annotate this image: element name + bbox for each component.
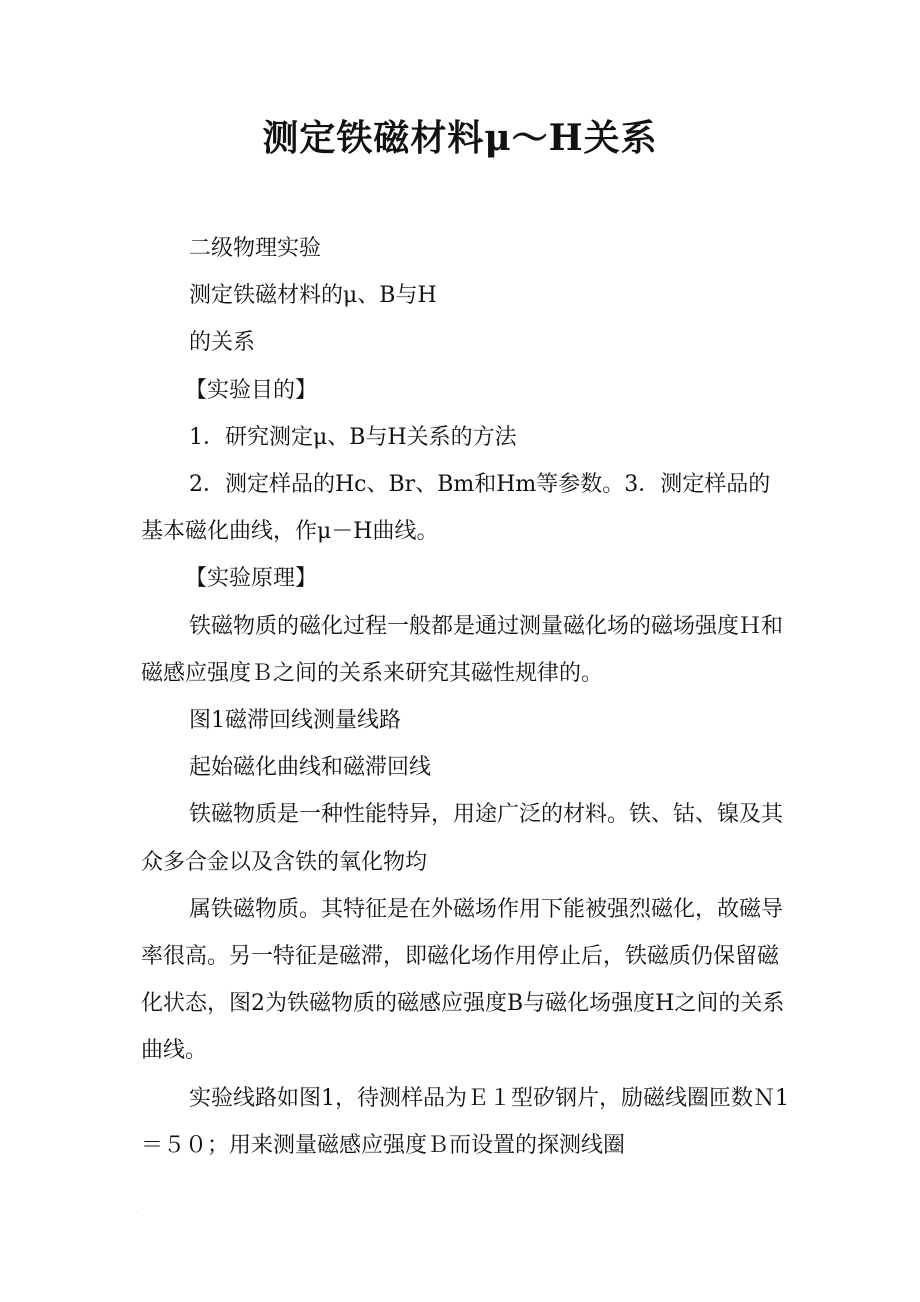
document-body [141, 225, 791, 1169]
paragraph-ferromagnetic-intro: 铁磁物质是一种性能特异，用途广泛的材料。铁、钴、镍及其众多合金以及含铁的氧化物均 [141, 802, 784, 875]
paragraph-course: 二级物理实验 [189, 236, 322, 261]
paragraph-principle: 铁磁物质的磁化过程一般都是通过测量磁化场的磁场强度Ｈ和磁感应强度Ｂ之间的关系来研究其磁性规律的。 [141, 613, 784, 686]
paragraph-purpose-1: 1．研究测定μ、B与H关系的方法 [189, 424, 517, 450]
paragraph-subtitle-line1: 测定铁磁材料的μ、B与H [189, 283, 437, 309]
document-title: 测定铁磁材料μ～H关系 [262, 117, 658, 159]
paragraph-curves-heading: 起始磁化曲线和磁滞回线 [189, 755, 432, 781]
paragraph-circuit: 实验线路如图1，待测样品为Ｅ１型矽钢片，励磁线圈匝数Ｎ1＝５０；用来测量磁感应强度Ｂ而设置的探测线圈 [141, 1085, 789, 1158]
paragraph-subtitle-line2: 的关系 [189, 330, 256, 356]
paragraph-purpose-2-3: 2．测定样品的Hc、Br、Bm和Hm等参数。3．测定样品的基本磁化曲线，作μ－H曲线。 [141, 472, 771, 545]
section-heading-purpose: 【实验目的】 [185, 377, 318, 403]
paragraph-figure1-caption: 图1磁滞回线测量线路 [189, 708, 401, 734]
paragraph-ferromagnetic-properties: 属铁磁物质。其特征是在外磁场作用下能被强烈磁化，故磁导率很高。另一特征是磁滞，即磁化场作用停止后，铁磁质仍保留磁化状态，图2为铁磁物质的磁感应强度B与磁化场强度H之间的关系曲线。 [141, 896, 785, 1064]
page-speck: . [136, 1205, 140, 1216]
section-heading-principle: 【实验原理】 [185, 566, 318, 592]
